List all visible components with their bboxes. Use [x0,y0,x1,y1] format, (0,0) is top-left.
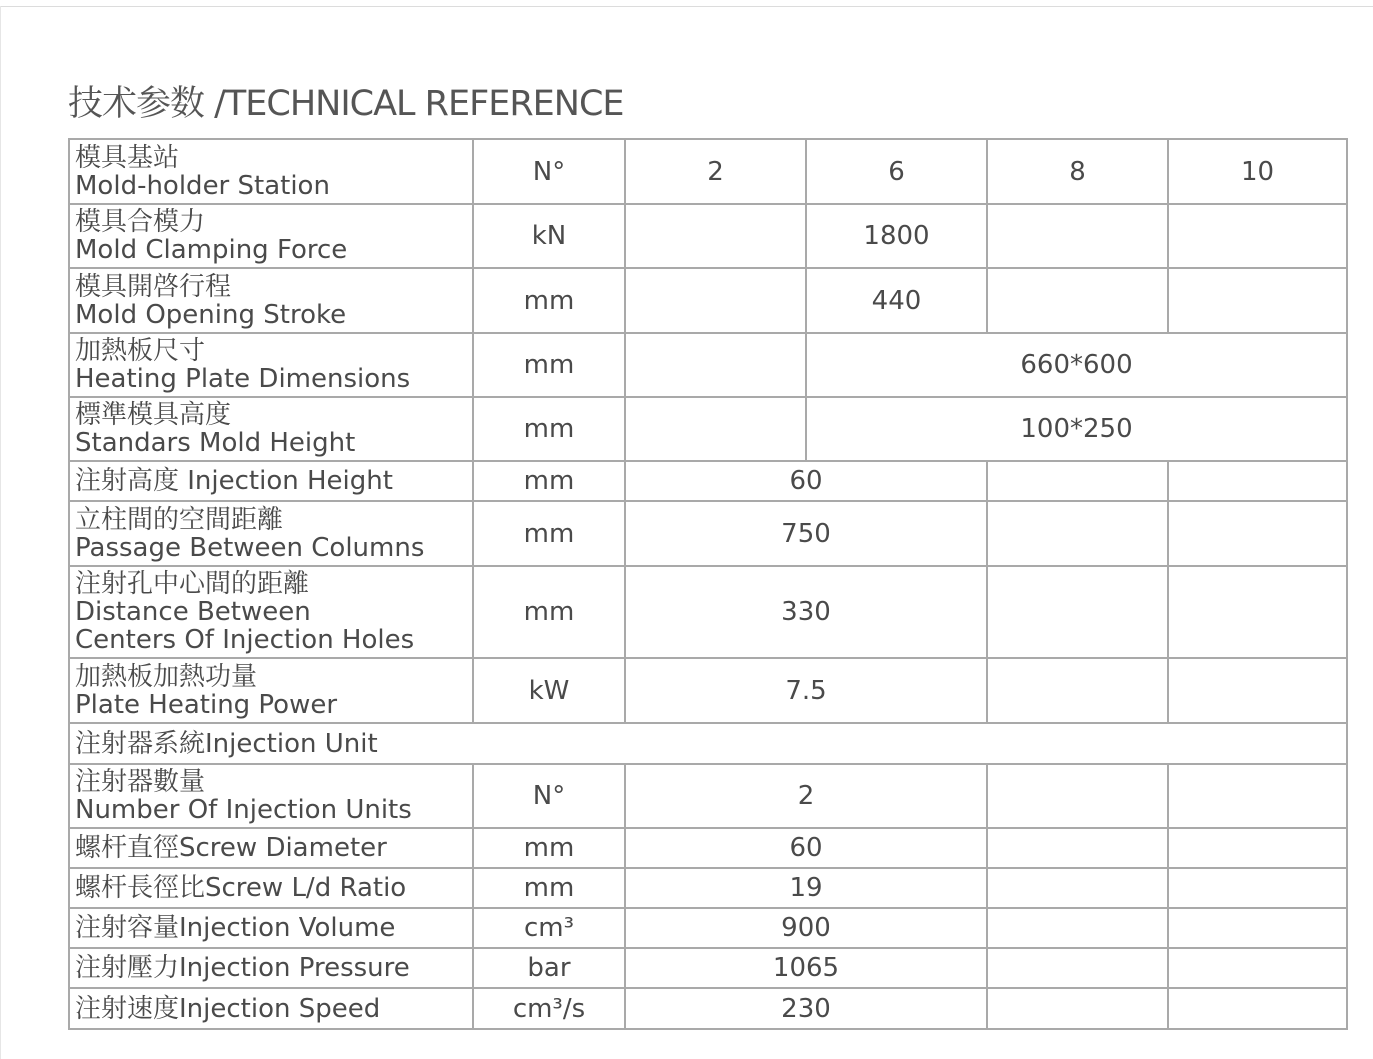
value-cell-merged: 750 [625,501,987,566]
value-cell [987,268,1168,333]
value-cell-merged: 1065 [625,948,987,988]
value-cell-merged: 7.5 [625,658,987,723]
value-cell [1168,988,1347,1029]
table-row [69,397,1347,461]
unit-cell: mm [473,501,625,566]
column-header-8: 8 [987,139,1168,204]
value-cell [625,333,806,397]
value-cell [987,988,1168,1029]
unit-cell: cm³ [473,908,625,948]
value-cell [987,948,1168,988]
value-cell [1168,764,1347,828]
param-label [69,764,473,828]
table-row [69,658,1347,723]
value-cell [987,908,1168,948]
param-label [69,566,473,658]
value-cell [625,204,806,268]
table-row [69,333,1347,397]
value-cell [987,658,1168,723]
param-label [69,333,473,397]
unit-cell: mm [473,828,625,868]
page-top-border [0,6,1373,7]
page-left-border [0,6,1,1059]
param-label-zh: 標準模具高度 [75,400,232,430]
param-label-zh: 加熱板加熱功量 [75,661,258,692]
value-cell [987,204,1168,268]
param-label: 螺杆直徑Screw Diameter [69,828,473,868]
param-label-en: Mold Opening Stroke [75,299,347,330]
table-row [69,461,1347,501]
unit-cell: mm [473,333,625,397]
unit-cell: bar [473,948,625,988]
value-cell [1168,908,1347,948]
table-row [69,868,1347,908]
table-row [69,908,1347,948]
value-cell [987,461,1168,501]
param-label-en: Passage Between Columns [75,532,425,563]
param-label-zh: 模具基站 [75,142,180,173]
unit-cell: N° [473,764,625,828]
param-label-en: Mold Clamping Force [75,235,348,265]
value-cell [987,764,1168,828]
param-label-zh: 立柱間的空間距離 [75,504,284,535]
value-cell [987,501,1168,566]
value-cell-merged: 19 [625,868,987,908]
value-cell-merged: 100*250 [806,397,1347,461]
value-cell [1168,268,1347,333]
param-label: 注射容量Injection Volume [69,908,473,948]
table-row [69,566,1347,658]
page-title: 技术参数 /TECHNICAL REFERENCE [68,84,624,124]
param-label [69,268,473,333]
value-cell [625,397,806,461]
value-cell [1168,868,1347,908]
table-row [69,204,1347,268]
param-label-zh: 注射孔中心間的距離 [75,569,310,599]
value-cell [1168,828,1347,868]
value-cell [1168,461,1347,501]
unit-cell: mm [473,566,625,658]
value-cell-merged: 60 [625,828,987,868]
param-label-zh: 注射器數量 [75,767,206,797]
param-label-en: Heating Plate Dimensions [75,364,411,394]
param-label-en: Plate Heating Power [75,689,338,720]
value-cell: 440 [806,268,987,333]
param-label-zh: 模具開啓行程 [75,271,232,302]
value-cell-merged: 660*600 [806,333,1347,397]
param-label [69,658,473,723]
param-label-en: Mold-holder Station [75,170,330,201]
param-label-en: Distance Between [75,597,311,627]
value-cell [987,828,1168,868]
unit-cell: mm [473,268,625,333]
column-header-10: 10 [1168,139,1347,204]
param-label-zh: 模具合模力 [75,207,206,237]
table-row [69,764,1347,828]
value-cell [625,268,806,333]
value-cell-merged: 230 [625,988,987,1029]
param-label: 注射壓力Injection Pressure [69,948,473,988]
table-row [69,139,1347,204]
param-label-zh: 加熱板尺寸 [75,336,206,366]
value-cell [1168,948,1347,988]
value-cell-merged: 900 [625,908,987,948]
param-label: 注射高度 Injection Height [69,461,473,501]
unit-cell: mm [473,397,625,461]
technical-reference-table [68,138,1348,1030]
column-header-6: 6 [806,139,987,204]
column-header-2: 2 [625,139,806,204]
table-row [69,948,1347,988]
value-cell [1168,658,1347,723]
value-cell-merged: 330 [625,566,987,658]
table-row [69,268,1347,333]
value-cell: 1800 [806,204,987,268]
param-label: 注射速度Injection Speed [69,988,473,1029]
value-cell [1168,566,1347,658]
value-cell [987,868,1168,908]
value-cell [987,566,1168,658]
table-row [69,723,1347,764]
unit-cell: kW [473,658,625,723]
value-cell-merged: 60 [625,461,987,501]
param-label [69,204,473,268]
unit-cell: N° [473,139,625,204]
param-label [69,501,473,566]
unit-cell: cm³/s [473,988,625,1029]
section-header: 注射器系統Injection Unit [69,723,1347,764]
unit-cell: mm [473,868,625,908]
unit-cell: mm [473,461,625,501]
param-label-en: Number Of Injection Units [75,795,412,825]
table-row [69,988,1347,1029]
value-cell [1168,204,1347,268]
table-row [69,501,1347,566]
unit-cell: kN [473,204,625,268]
param-label [69,397,473,461]
table-row [69,828,1347,868]
value-cell-merged: 2 [625,764,987,828]
param-label [69,139,473,204]
param-label: 螺杆長徑比Screw L/d Ratio [69,868,473,908]
param-label-en: Standars Mold Height [75,428,356,458]
value-cell [1168,501,1347,566]
param-label-en-line2: Centers Of Injection Holes [75,625,415,655]
